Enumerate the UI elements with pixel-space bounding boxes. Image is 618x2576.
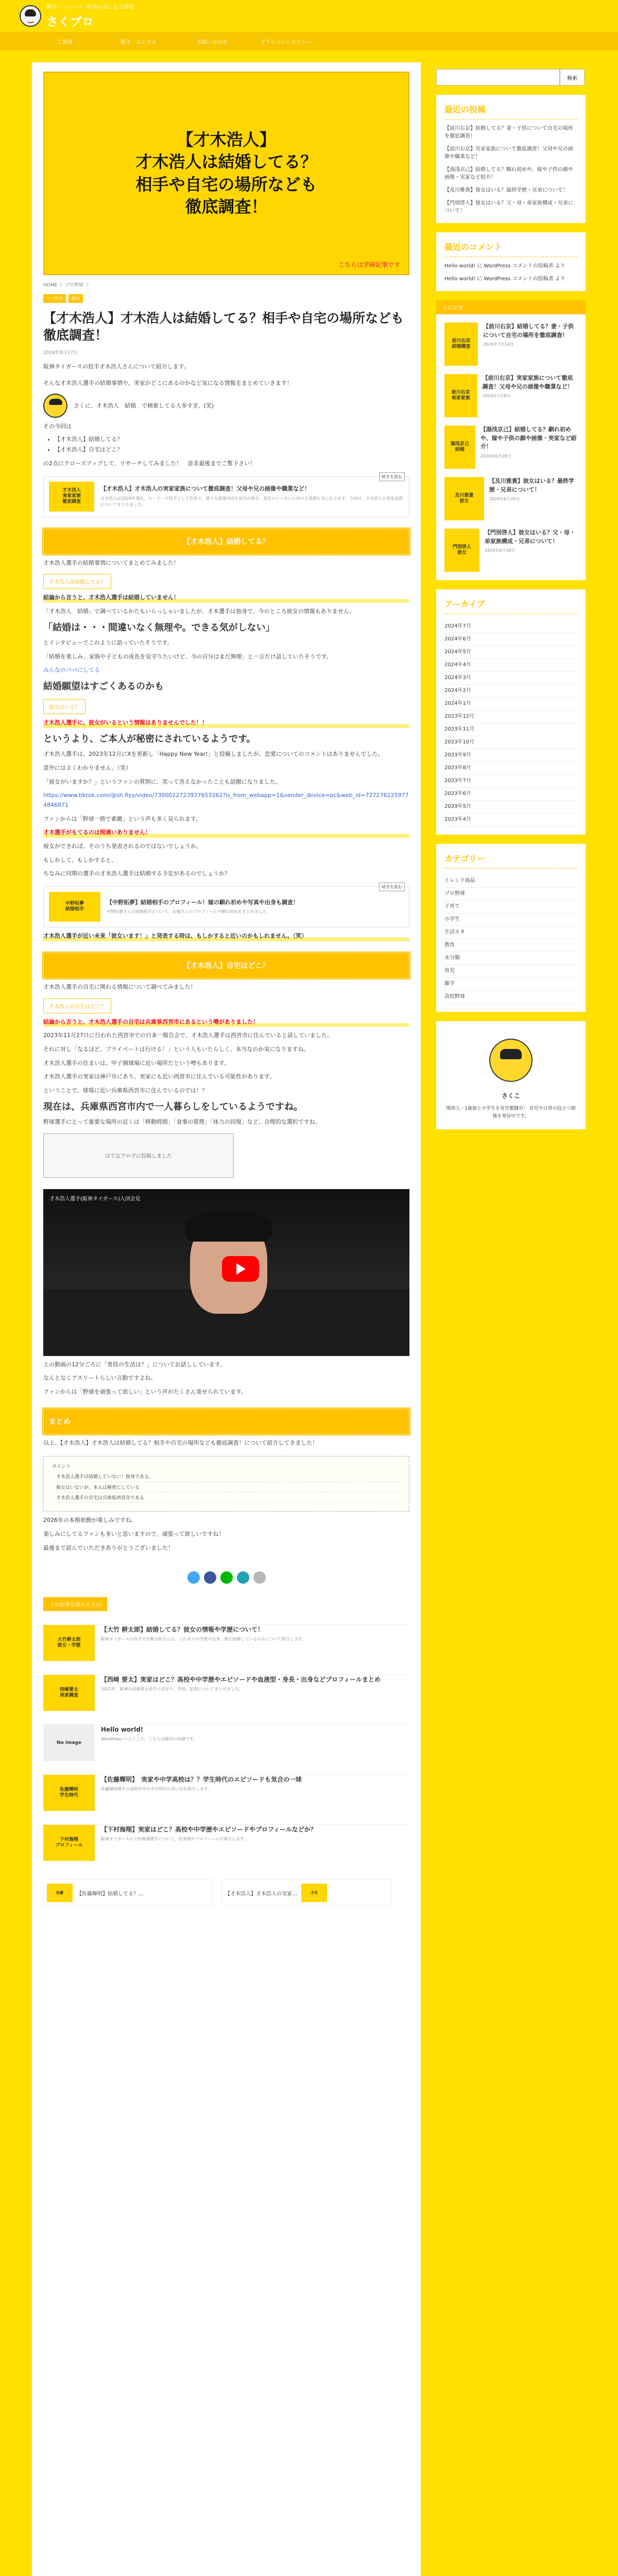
summary-item: 彼女はいないが、本人は秘密にしている (56, 1484, 401, 1493)
line-share-icon[interactable] (220, 1571, 233, 1584)
popular-post-item[interactable] (444, 323, 577, 366)
closing-text: 楽しみにしてるファンも多いと思いますので、頑張って欲しいですね！ (43, 1530, 225, 1537)
archive-link[interactable]: 2024年2月 (444, 685, 577, 698)
related-article-thumbnail: 中野拓夢 結婚相手 (49, 892, 100, 922)
subheading-girlfriend: 彼女はいる？ (43, 699, 85, 714)
related-article-excerpt: 才木浩人は2024年現在、セ・リーグ投手として有名で、様々な投球内容や試合が続き、直近のシーズンに向けた成績も気になります。今回は、才木浩人の実家家族についてまとめました。 (100, 496, 403, 507)
related-post-title[interactable]: 【佐藤輝明】 実家や中学高校は？？学生時代のエピソードも気合の一球 (101, 1776, 302, 1784)
category-link[interactable]: プロ野球 (444, 888, 577, 901)
list-intro: その今回は (43, 422, 72, 430)
previous-post-link[interactable] (43, 1879, 213, 1906)
site-logo-avatar[interactable] (20, 5, 41, 27)
article-date: 2024年8月17日 (43, 350, 78, 355)
read-more-label[interactable]: 続きを読む (379, 472, 405, 481)
category-list (444, 875, 577, 1004)
future-announcement: 才木浩人選手が近い未来「彼女います！」と発表する時は、もしかすると近いのかもしれません。（笑） (43, 931, 409, 941)
related-article-title[interactable]: 【才木浩人】才木浩人の実家家族について徹底調査！父母や兄の画像や職業など！ (100, 485, 311, 493)
youtube-video-player[interactable] (43, 1189, 409, 1356)
embedded-blog-card[interactable]: はてなブログに投稿しました (43, 1133, 234, 1178)
after-video-text: 上の動画の12分ごろに「普段の生活は？」についてお話ししています。 (43, 1361, 226, 1368)
popular-post-title[interactable]: 【門別啓人】彼女はいる？父・母・弟家族構成・兄弟について！ (484, 529, 575, 545)
home-paragraph: ということで、球場に近い兵庫県西宮市に住んでいるのでは！？ (43, 1087, 208, 1094)
category-link[interactable]: 教育 (444, 939, 577, 952)
category-widget (436, 844, 586, 1012)
share-buttons (43, 1571, 409, 1584)
summary-intro: 以上、【才木浩人】才木浩人は結婚してる？相手や自宅の場所なども徹底調査！について紹介してきました！ (43, 1439, 318, 1446)
search-button[interactable]: 検索 (560, 69, 585, 86)
fan-comment: ファンからは「野球一筋で素敵」という声も多く見られます。 (43, 815, 201, 822)
site-branding (46, 3, 134, 29)
section-intro-marriage: 才木浩人選手の結婚事情についてまとめてみました！ (43, 559, 179, 566)
popular-post-item[interactable] (444, 426, 577, 469)
popular-post-date: 2024年6月18日 (484, 548, 516, 553)
related-post-thumbnail: 大竹耕太郎 彼女・学歴 (43, 1625, 95, 1661)
related-post-title[interactable]: Hello world! (101, 1726, 144, 1734)
marriage-quote: 「結婚は・・・間違いなく無理や。できる気がしない」 (43, 622, 275, 633)
archive-link[interactable]: 2023年10月 (444, 736, 577, 749)
popular-post-thumbnail: 湯浅京己 結婚 (444, 426, 475, 469)
article-title: 【才木浩人】才木浩人は結婚してる？相手や自宅の場所なども徹底調査！ (43, 311, 404, 343)
category-link[interactable]: 小学生 (444, 913, 577, 926)
article-intro-second: そんな才木浩人選手の結婚事情や、実家がどこにあるのかなど気になる情報をまとめていきます！ (43, 379, 293, 386)
related-post-excerpt: 阪神タイガースの投手大竹耕太郎さんは、これまでの学歴や出身、現在結婚しているのかについて紹介します。 (101, 1637, 306, 1642)
recent-comments-title: 最近のコメント (444, 241, 577, 257)
archive-link[interactable]: 2023年11月 (444, 723, 577, 736)
copy-link-icon[interactable] (253, 1571, 266, 1584)
popular-post-thumbnail: 前川右京 実家家族 (444, 374, 477, 417)
tiktok-url[interactable]: https://www.tiktok.com/@sh.fiyy/video/7300022723937653262?is_from_webapp=1&sender_device=pc&web_id=7272762259774846871 (43, 792, 409, 809)
topic-list (55, 434, 409, 455)
subheading-home: 才木浩人の自宅はどこ？ (43, 998, 111, 1013)
summary-item: 才木浩人選手は結婚していない！独身である。 (56, 1473, 401, 1482)
topic-list-item: • 【才木浩人】自宅はどこ？ (55, 445, 409, 455)
popular-post-item[interactable] (444, 477, 577, 520)
nav-item-privacy-policy[interactable]: プライバシーポリシー (260, 40, 312, 45)
profile-name: さくこ (501, 1092, 520, 1099)
sidebar (436, 62, 586, 2576)
breadcrumb[interactable]: HOME ＞ プロ野球 ＞ (43, 283, 90, 288)
archive-link[interactable]: 2024年4月 (444, 659, 577, 672)
marriage-wish: 結婚願望はすごくあるのかも (43, 681, 164, 692)
popular-post-item[interactable] (444, 529, 577, 572)
page-wrapper (32, 62, 586, 2576)
popular-post-date: 2024年6月28日 (480, 453, 511, 459)
related-post-title[interactable]: 【大竹 耕太郎】結婚してる？彼女の情報や学歴について！ (101, 1626, 264, 1634)
archive-link[interactable]: 2023年6月 (444, 788, 577, 801)
site-name[interactable]: さくブロ (46, 15, 94, 29)
girlfriend-answer: 才木浩人選手に、彼女がいるという情報はありませんでした！！ (43, 718, 409, 728)
recent-post-link[interactable]: 【湯浅京己】結婚してる？馴れ初めや、嫁や子供の顔や画像・実家など紹介！ (444, 167, 573, 180)
related-post-card[interactable] (43, 1774, 409, 1811)
home-answer: 結論から言うと、才木浩人選手の自宅は兵庫県西宮市にあるという噂がありました！ (43, 1018, 409, 1027)
author-speech (43, 394, 409, 418)
next-post-title[interactable]: 【才木浩人】才木浩人の実家… (225, 1891, 297, 1897)
read-more-label[interactable]: 続きを読む (379, 883, 405, 891)
profile-widget (436, 1021, 586, 1129)
recent-posts-widget (436, 95, 586, 223)
related-posts (43, 1597, 409, 1861)
announcement-text: 彼女ができれば、そのうち発表されるのではないでしょうか。 (43, 843, 202, 850)
quote-link[interactable]: みんなのパパにしてる (43, 667, 100, 674)
girlfriend-paragraph-short: 意外にはよくわかりません。（笑） (43, 764, 132, 771)
section-intro-home: 才木浩人選手の自宅に関わる情報について調べてみました！ (43, 983, 196, 990)
home-paragraph: 2023年11月27日に行われた西宮市での日本一報告会で、才木浩人選手は西宮市に住んでいると話していました。 (43, 1032, 333, 1039)
athlete-comment: なんとなくアスリートらしい言動ですよね。 (43, 1375, 157, 1382)
nav-item-contact[interactable]: お問い合わせ (197, 40, 228, 45)
popular-post-date: 2024年6月24日 (489, 497, 520, 501)
article-intro: 阪神タイガースの投手才木浩人さんについて紹介します。 (43, 363, 190, 370)
related-post-title[interactable]: 【下村海翔】実家はどこ？高校や中学歴やエピソードやプロフィールなどか？ (101, 1826, 317, 1834)
popular-posts-heading: 注目記事 (436, 300, 586, 314)
category-title: カテゴリー (444, 852, 577, 869)
category-link[interactable]: 生活ネタ (444, 926, 577, 939)
popular-post-date: 2024年7月8日 (482, 394, 511, 398)
profile-avatar (489, 1039, 533, 1082)
related-post-excerpt: WordPress へようこそ。こちらは最初の投稿です。 (101, 1737, 198, 1742)
popular-post-thumbnail: 及川雅貴 彼女 (444, 477, 484, 520)
quote-note-second: 「結婚を楽しみ、家族や子どもの成長を見守りたいけど、今の自分はまだ無理」と一言だけ話していたそうです。 (43, 653, 332, 660)
twitter-share-icon[interactable] (187, 1571, 200, 1584)
related-post-card[interactable] (43, 1824, 409, 1861)
secret-heading: というより、ご本人が秘密にされているようです。 (43, 733, 256, 744)
recent-post-link[interactable]: 【前川右京】実家家族について徹底調査！父母や兄の画像や職業など！ (444, 146, 573, 160)
related-post-excerpt: 阪神タイガースの下村海翔選手について、出身地やプロフィールを紹介します。 (101, 1837, 248, 1842)
section-heading-home: 【才木浩人】自宅はどこ？ (43, 953, 409, 978)
article-main (32, 62, 421, 2576)
home-conclusion: 現在は、兵庫県西宮市内で一人暮らしをしているようですね。 (43, 1101, 303, 1112)
popular-post-date: 2024年7月14日 (483, 342, 514, 347)
site-description: 雑学・ニュース・時事の気になる情報 (46, 5, 134, 10)
related-article-title[interactable]: 【中野拓夢】結婚相手のプロフィール！嫁の馴れ初めや写真や出身も調査！ (107, 899, 299, 906)
nav-item-entertainment[interactable]: 雑学・エンタメ (121, 40, 157, 45)
archive-list (444, 620, 577, 826)
popular-posts-widget (436, 300, 586, 580)
related-article-thumbnail: 才木浩人 実家家族 徹底調査 (49, 482, 94, 512)
category-link[interactable]: 未分類 (444, 952, 577, 965)
hero-note: こちらは学研記事です (338, 261, 400, 268)
video-title: 才木浩人選手(阪神タイガース)入団会見 (49, 1196, 141, 1202)
popular-post-thumbnail: 前川右京 結婚調査 (444, 323, 478, 366)
related-post-thumbnail: No image (43, 1725, 95, 1761)
related-article-card[interactable] (43, 476, 409, 517)
category-link[interactable]: 雑学 (444, 978, 577, 991)
facebook-share-icon[interactable] (204, 1571, 216, 1584)
hero-title: 【才木浩人】 才木浩人は結婚してる？ 相手や自宅の場所なども 徹底調査！ (135, 130, 317, 216)
maybe-text: もしかして、もしかすると、 (43, 856, 117, 863)
archive-link[interactable]: 2024年7月 (444, 620, 577, 633)
next-post-thumbnail: 才木 (301, 1884, 327, 1902)
recent-post-link[interactable]: 【前川右京】結婚してる？妻・子供について自宅の場所を徹底調査！ (444, 126, 573, 139)
archive-link[interactable]: 2024年3月 (444, 672, 577, 685)
speech-text: さくに、才木浩人 結婚 で検索してる人多すぎ。(笑) (74, 402, 214, 410)
home-paragraph: それに対し「なるほど、プライベートは行ける！」という人もいたらしく、本当なのか気になりますね。 (43, 1045, 310, 1053)
quote-note: とインタビューでこのように語っていたそうです。 (43, 639, 173, 646)
category-link[interactable]: 育児 (444, 965, 577, 978)
popular-post-title[interactable]: 【湯浅京己】結婚してる？馴れ初めや、嫁や子供の顔や画像・実家など紹介！ (480, 426, 577, 450)
section-heading-marriage: 【才木浩人】結婚してる？ (43, 529, 409, 554)
recent-post-link[interactable]: 【及川雅貴】彼女はいる？最終学歴・兄弟について！ (444, 188, 568, 193)
main-navigation (0, 32, 618, 50)
closing-text: 2026年の本格始動が楽しみですね。 (43, 1517, 137, 1524)
search-input[interactable] (436, 69, 560, 86)
category-tags (43, 294, 409, 303)
related-article-excerpt: 中野拓夢さんの結婚相手について、お嫁さんのプロフィールや馴れ初めをまとめました。 (107, 909, 271, 914)
site-header (0, 0, 618, 32)
popular-post-thumbnail: 門別啓人 彼女 (444, 529, 479, 572)
recent-comments-widget (436, 232, 586, 291)
related-post-thumbnail: 西﨑要太 実家調査 (43, 1675, 95, 1711)
author-avatar (43, 394, 67, 418)
marriage-paragraph: 「才木浩人 結婚」で調べているかたもいらっしゃいましたが、才木選手は独身で、今のところ彼女の情報もありません。 (43, 607, 355, 615)
hatena-share-icon[interactable] (237, 1571, 249, 1584)
category-tag-baseball[interactable]: 野球 (68, 294, 83, 303)
related-posts-heading: この記事を読んだ人は (43, 1597, 107, 1611)
topic-list-item: • 【才木浩人】結婚してる？ (55, 434, 409, 445)
category-link[interactable]: 子育て (444, 901, 577, 913)
archive-link[interactable]: 2023年4月 (444, 814, 577, 826)
profile-description: 関西人・1歳娘と小学生を育児奮闘中！ 育児や日常の役立つ情報を発信中です。 (446, 1106, 576, 1120)
recent-post-link[interactable]: 【門別啓人】彼女はいる？父・母・弟家族構成・兄弟について！ (444, 200, 573, 214)
related-post-thumbnail: 佐藤輝明 学生時代 (43, 1775, 95, 1811)
recent-posts-title: 最近の投稿 (444, 103, 577, 120)
home-reason: 野球選手にとって重要な場所の近くは「移動時間」「食事の管理」「体力の回復」など、合理的な選択ですね。 (43, 1118, 321, 1125)
summary-heading: まとめ (43, 1409, 409, 1434)
search-widget (436, 69, 586, 86)
archive-link[interactable]: 2023年12月 (444, 710, 577, 723)
archive-link[interactable]: 2023年8月 (444, 762, 577, 775)
post-pagination (43, 1879, 409, 1906)
article-hero-image (43, 72, 409, 275)
closing-text: 最後まで読んでいただきありがとうございました！ (43, 1544, 174, 1551)
recent-comment-link[interactable]: Hello world! に WordPress コメントの投稿者 より (444, 263, 565, 269)
archive-widget (436, 589, 586, 835)
recent-comment-link[interactable]: Hello world! に WordPress コメントの投稿者 より (444, 276, 565, 282)
related-post-card[interactable] (43, 1674, 409, 1711)
caution-text: 才木選手がもてるのは間違いありません！ (43, 828, 409, 838)
archive-link[interactable]: 2023年7月 (444, 775, 577, 788)
related-post-excerpt: 佐藤輝明選手の高校中学や学生時代の思い出を紹介します。 (101, 1787, 212, 1792)
popular-post-title[interactable]: 【前川右京】結婚してる？妻・子供について自宅の場所を徹底調査！ (483, 323, 574, 338)
play-button[interactable] (222, 1256, 259, 1282)
summary-item: 才木浩人選手の自宅は兵庫県西宮市である (56, 1495, 401, 1503)
archive-link[interactable]: 2024年1月 (444, 698, 577, 710)
related-post-excerpt: 2021年、阪神の西﨑要太投手の実家や、学校、家族についてまとめました。 (101, 1687, 244, 1692)
teammate-text: ちなみに同期の選手の才木浩人選手は結婚する予定があるのでしょうか？ (43, 870, 230, 877)
list-outro: の2点にクローズアップして、リサーチしてみました！ 是非最後までご覧下さい！ (43, 460, 256, 467)
related-article-card-2[interactable] (43, 886, 409, 927)
summary-point-box (43, 1456, 409, 1512)
subheading-married: 才木浩人は結婚してる？ (43, 574, 111, 589)
next-post-link[interactable] (221, 1879, 391, 1906)
home-paragraph: 才木浩人選手の実家は神戸市にあり、実家にも近い西宮市に住んでいる可能性があります。 (43, 1073, 276, 1080)
related-post-card[interactable] (43, 1724, 409, 1761)
marriage-answer: 結論から言うと、才木浩人選手は結婚していません！ (43, 593, 409, 603)
related-post-card[interactable] (43, 1624, 409, 1661)
archive-title: アーカイブ (444, 598, 577, 614)
girlfriend-paragraph: 才木浩人選手は、2023年12月にXを更新し「Happy New Year!」と投稿しましたが、恋愛についてのコメントはありませんでした。 (43, 751, 384, 758)
previous-post-title[interactable]: 【佐藤輝明】結婚してる？… (77, 1891, 144, 1897)
related-post-thumbnail: 下村海翔 プロフィール (43, 1825, 95, 1861)
girlfriend-question: 「彼女がいますか？」というファンの質問に、笑って答えなかったことも話題になりました。 (43, 778, 281, 785)
archive-link[interactable]: 2023年9月 (444, 749, 577, 762)
point-label: ポイント (52, 1464, 71, 1470)
popular-post-title[interactable]: 【及川雅貴】彼女はいる？最終学歴・兄弟について！ (489, 478, 574, 493)
archive-link[interactable]: 2024年6月 (444, 633, 577, 646)
nav-item-greeting[interactable]: ご挨拶 (57, 40, 73, 45)
category-link[interactable]: 高校野球 (444, 991, 577, 1004)
previous-post-thumbnail: 佐藤 (47, 1884, 73, 1902)
fan-voice: ファンからは「野球を頑張って欲しい」という声がたくさん寄せられています。 (43, 1388, 247, 1395)
related-post-title[interactable]: 【西﨑 要太】実家はどこ？高校や中学歴やエピソードや血液型・身長・出身などプロフィールまとめ (101, 1676, 381, 1684)
popular-post-item[interactable] (444, 374, 577, 417)
home-paragraph: 才木浩人選手の住まいは、甲子園球場に近い場所だという噂もあります。 (43, 1059, 230, 1066)
archive-link[interactable]: 2023年5月 (444, 801, 577, 814)
archive-link[interactable]: 2024年5月 (444, 646, 577, 659)
category-link[interactable]: トレンド商品 (444, 875, 577, 888)
category-tag-pro-baseball[interactable]: プロ野球 (43, 294, 66, 303)
popular-post-title[interactable]: 【前川右京】実家家族について徹底調査！父母や兄の画像や職業など！ (482, 375, 573, 390)
